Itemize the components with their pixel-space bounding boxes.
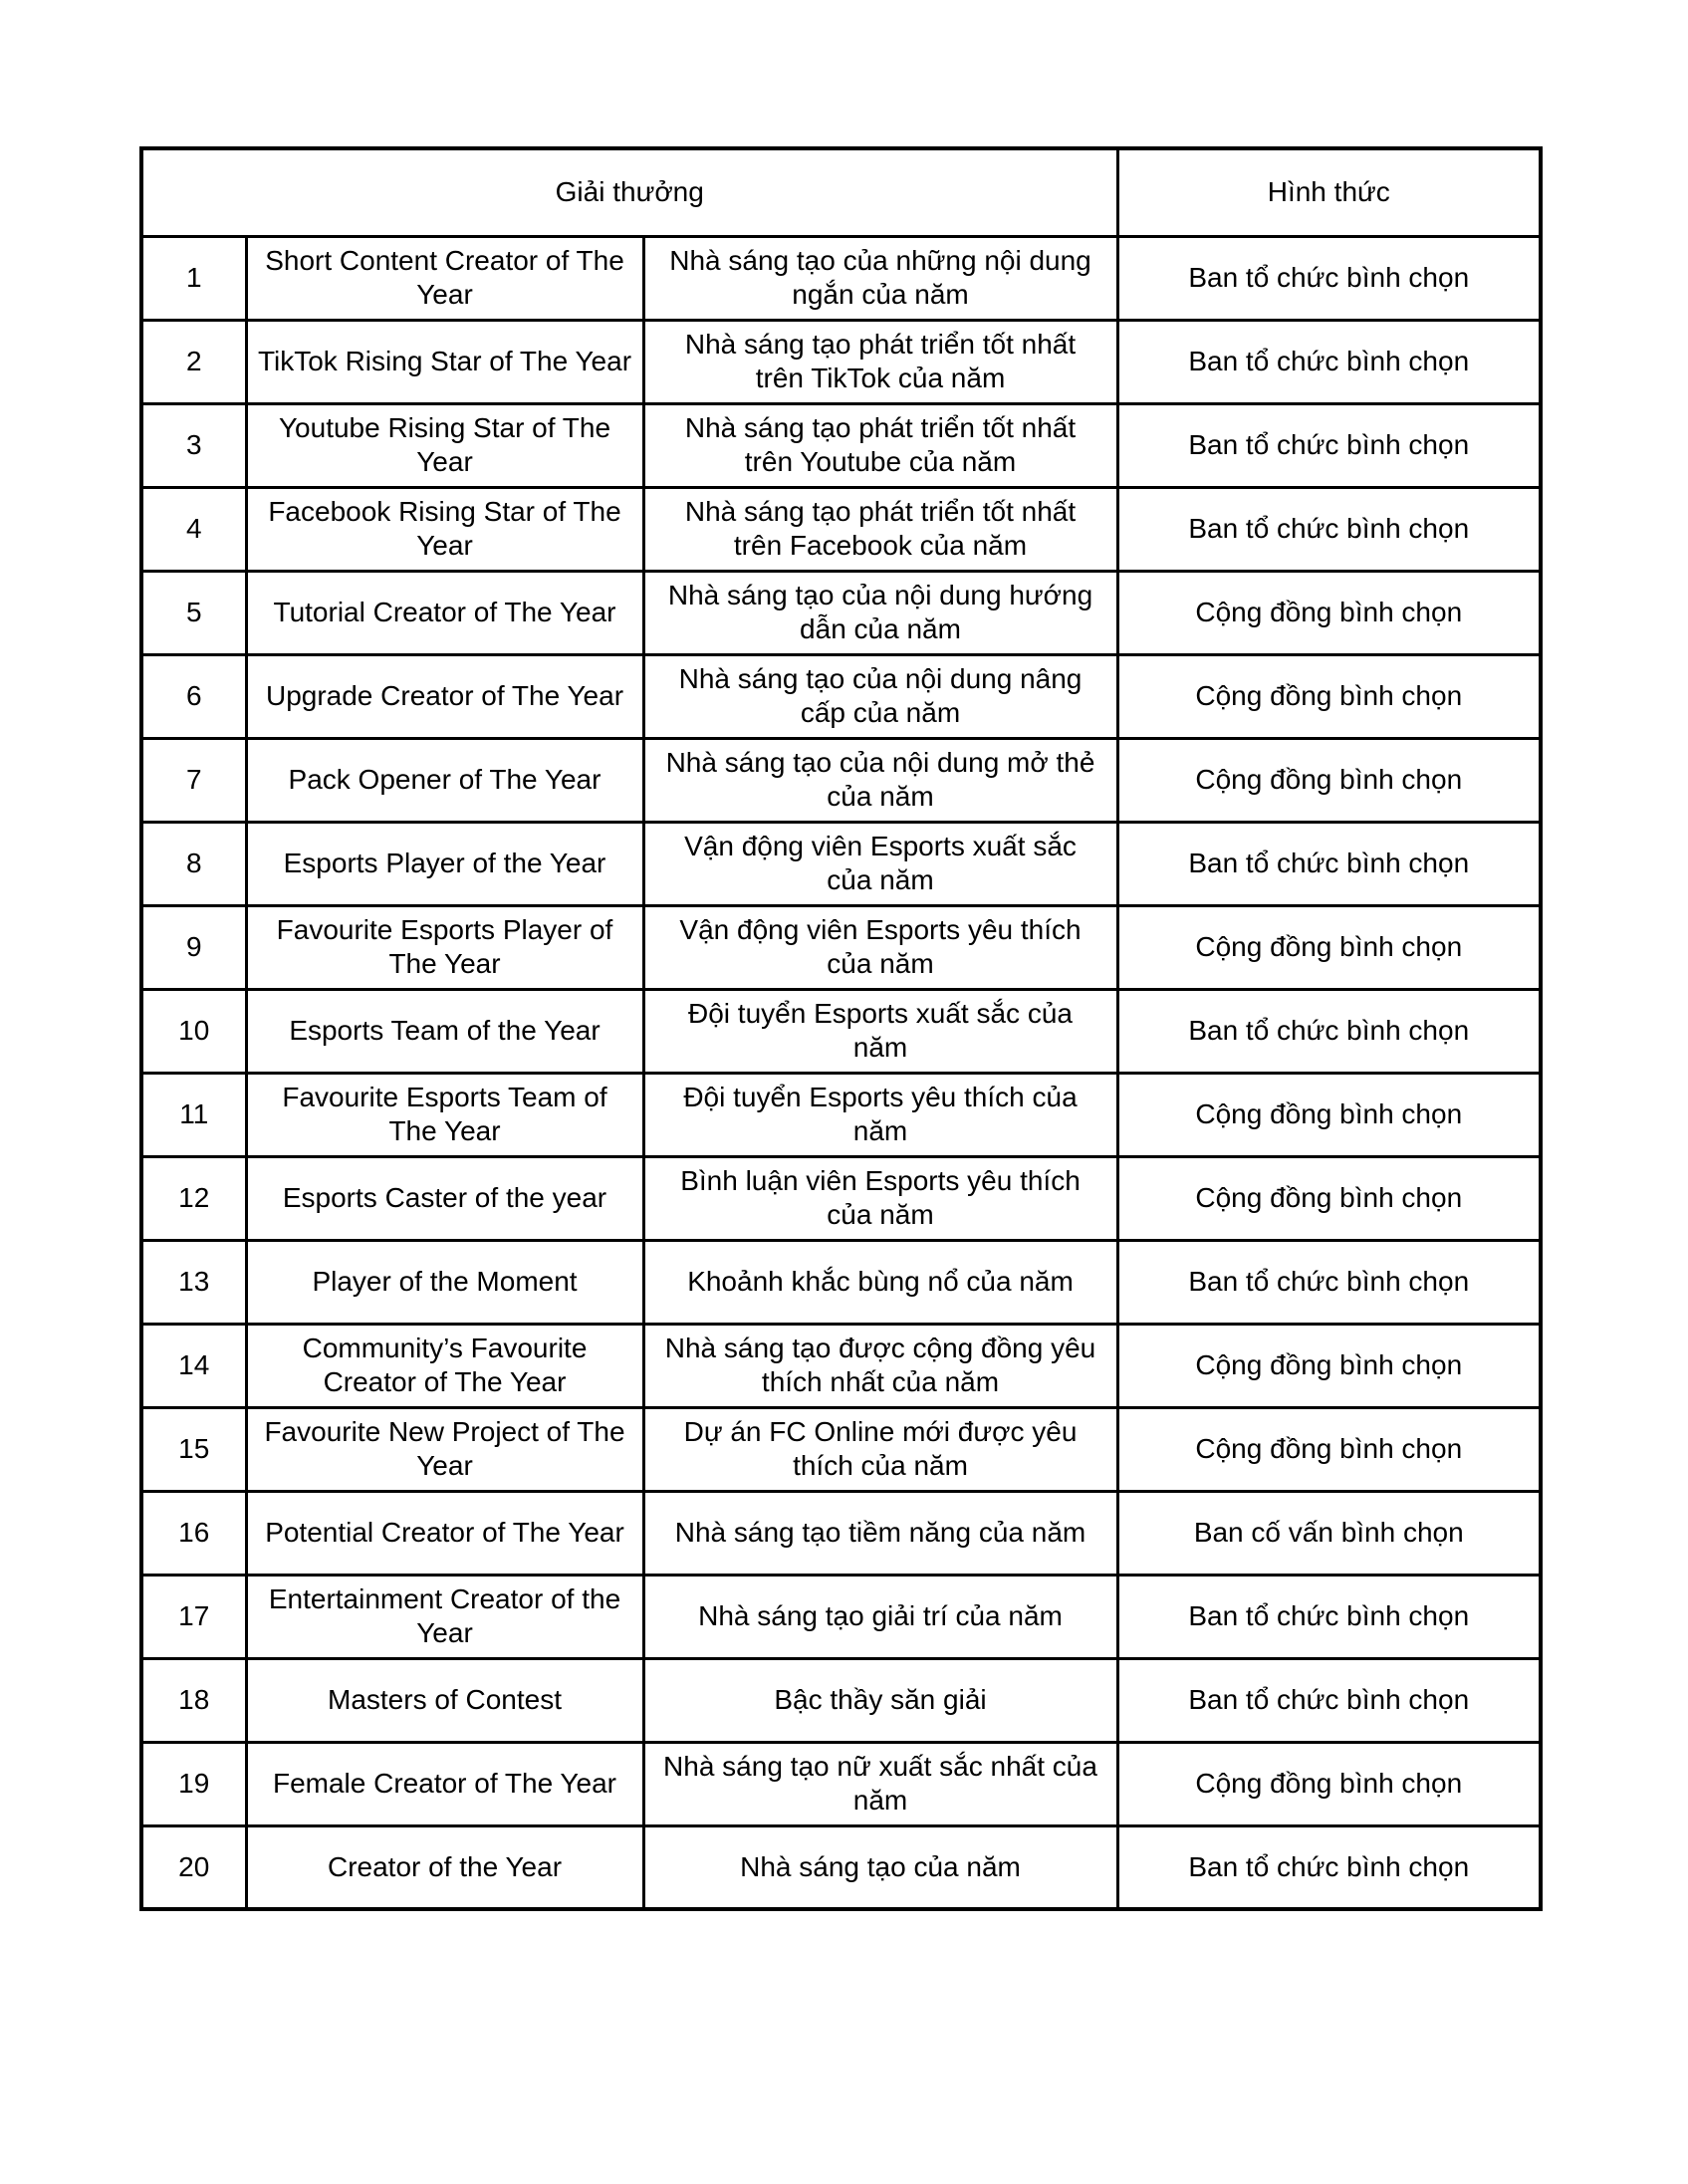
table-row bbox=[141, 403, 1541, 487]
voting-method: Ban tổ chức bình chọn bbox=[1117, 1575, 1541, 1658]
voting-method: Ban tổ chức bình chọn bbox=[1117, 487, 1541, 571]
voting-method: Cộng đồng bình chọn bbox=[1117, 1073, 1541, 1156]
table-row bbox=[141, 487, 1541, 571]
award-name-vi: Nhà sáng tạo được cộng đồng yêu thích nhất của năm bbox=[643, 1324, 1117, 1407]
award-number: 6 bbox=[141, 654, 246, 738]
award-number: 17 bbox=[141, 1575, 246, 1658]
award-name-en: Youtube Rising Star of The Year bbox=[246, 403, 643, 487]
award-name-en: Tutorial Creator of The Year bbox=[246, 571, 643, 654]
table-row bbox=[141, 654, 1541, 738]
award-number: 11 bbox=[141, 1073, 246, 1156]
table-row bbox=[141, 1324, 1541, 1407]
award-number: 5 bbox=[141, 571, 246, 654]
table-row bbox=[141, 1407, 1541, 1491]
award-name-en: Masters of Contest bbox=[246, 1658, 643, 1742]
award-number: 16 bbox=[141, 1491, 246, 1575]
voting-method: Cộng đồng bình chọn bbox=[1117, 1156, 1541, 1240]
award-name-en: TikTok Rising Star of The Year bbox=[246, 320, 643, 403]
table-row bbox=[141, 1575, 1541, 1658]
voting-method: Ban tổ chức bình chọn bbox=[1117, 403, 1541, 487]
award-name-en: Entertainment Creator of the Year bbox=[246, 1575, 643, 1658]
award-number: 9 bbox=[141, 905, 246, 989]
award-number: 10 bbox=[141, 989, 246, 1073]
award-name-en: Short Content Creator of The Year bbox=[246, 236, 643, 320]
table-row bbox=[141, 236, 1541, 320]
award-number: 2 bbox=[141, 320, 246, 403]
award-name-vi: Đội tuyển Esports yêu thích của năm bbox=[643, 1073, 1117, 1156]
table-row bbox=[141, 571, 1541, 654]
award-name-vi: Nhà sáng tạo nữ xuất sắc nhất của năm bbox=[643, 1742, 1117, 1825]
award-number: 15 bbox=[141, 1407, 246, 1491]
award-name-en: Pack Opener of The Year bbox=[246, 738, 643, 822]
awards-table-body bbox=[141, 236, 1541, 1909]
award-name-en: Favourite New Project of The Year bbox=[246, 1407, 643, 1491]
award-group-header: Giải thưởng bbox=[141, 148, 1117, 236]
award-number: 19 bbox=[141, 1742, 246, 1825]
award-name-en: Esports Player of the Year bbox=[246, 822, 643, 905]
award-name-vi: Nhà sáng tạo phát triển tốt nhất trên TikTok của năm bbox=[643, 320, 1117, 403]
voting-method: Ban tổ chức bình chọn bbox=[1117, 1825, 1541, 1909]
table-row bbox=[141, 1658, 1541, 1742]
award-name-vi: Nhà sáng tạo của những nội dung ngắn của năm bbox=[643, 236, 1117, 320]
award-name-vi: Nhà sáng tạo của nội dung mở thẻ của năm bbox=[643, 738, 1117, 822]
award-name-en: Favourite Esports Player of The Year bbox=[246, 905, 643, 989]
award-name-en: Upgrade Creator of The Year bbox=[246, 654, 643, 738]
award-name-vi: Khoảnh khắc bùng nổ của năm bbox=[643, 1240, 1117, 1324]
award-name-en: Potential Creator of The Year bbox=[246, 1491, 643, 1575]
award-number: 4 bbox=[141, 487, 246, 571]
award-number: 1 bbox=[141, 236, 246, 320]
award-name-en: Community’s Favourite Creator of The Year bbox=[246, 1324, 643, 1407]
table-row bbox=[141, 1073, 1541, 1156]
award-number: 18 bbox=[141, 1658, 246, 1742]
voting-method: Ban tổ chức bình chọn bbox=[1117, 320, 1541, 403]
award-name-vi: Nhà sáng tạo phát triển tốt nhất trên Facebook của năm bbox=[643, 487, 1117, 571]
award-name-vi: Nhà sáng tạo tiềm năng của năm bbox=[643, 1491, 1117, 1575]
method-header: Hình thức bbox=[1117, 148, 1541, 236]
award-name-vi: Bậc thầy săn giải bbox=[643, 1658, 1117, 1742]
voting-method: Cộng đồng bình chọn bbox=[1117, 571, 1541, 654]
table-row bbox=[141, 822, 1541, 905]
table-row bbox=[141, 1825, 1541, 1909]
table-row bbox=[141, 1742, 1541, 1825]
table-row bbox=[141, 1491, 1541, 1575]
voting-method: Cộng đồng bình chọn bbox=[1117, 738, 1541, 822]
voting-method: Cộng đồng bình chọn bbox=[1117, 1742, 1541, 1825]
award-name-en: Facebook Rising Star of The Year bbox=[246, 487, 643, 571]
awards-table bbox=[139, 146, 1543, 1911]
table-row bbox=[141, 320, 1541, 403]
award-name-vi: Vận động viên Esports xuất sắc của năm bbox=[643, 822, 1117, 905]
voting-method: Ban tổ chức bình chọn bbox=[1117, 822, 1541, 905]
table-row bbox=[141, 1240, 1541, 1324]
header-row bbox=[141, 148, 1541, 236]
voting-method: Cộng đồng bình chọn bbox=[1117, 1324, 1541, 1407]
voting-method: Ban cố vấn bình chọn bbox=[1117, 1491, 1541, 1575]
award-number: 8 bbox=[141, 822, 246, 905]
voting-method: Ban tổ chức bình chọn bbox=[1117, 989, 1541, 1073]
award-name-en: Female Creator of The Year bbox=[246, 1742, 643, 1825]
award-name-en: Esports Caster of the year bbox=[246, 1156, 643, 1240]
award-name-en: Favourite Esports Team of The Year bbox=[246, 1073, 643, 1156]
award-name-vi: Bình luận viên Esports yêu thích của năm bbox=[643, 1156, 1117, 1240]
award-name-vi: Nhà sáng tạo của nội dung hướng dẫn của năm bbox=[643, 571, 1117, 654]
voting-method: Ban tổ chức bình chọn bbox=[1117, 1658, 1541, 1742]
voting-method: Cộng đồng bình chọn bbox=[1117, 905, 1541, 989]
award-number: 13 bbox=[141, 1240, 246, 1324]
award-number: 14 bbox=[141, 1324, 246, 1407]
award-number: 20 bbox=[141, 1825, 246, 1909]
voting-method: Cộng đồng bình chọn bbox=[1117, 1407, 1541, 1491]
table-row bbox=[141, 1156, 1541, 1240]
voting-method: Cộng đồng bình chọn bbox=[1117, 654, 1541, 738]
award-name-vi: Nhà sáng tạo giải trí của năm bbox=[643, 1575, 1117, 1658]
award-name-vi: Nhà sáng tạo của nội dung nâng cấp của năm bbox=[643, 654, 1117, 738]
award-name-vi: Dự án FC Online mới được yêu thích của năm bbox=[643, 1407, 1117, 1491]
award-name-en: Esports Team of the Year bbox=[246, 989, 643, 1073]
award-name-vi: Nhà sáng tạo phát triển tốt nhất trên Youtube của năm bbox=[643, 403, 1117, 487]
award-number: 7 bbox=[141, 738, 246, 822]
table-row bbox=[141, 905, 1541, 989]
award-name-en: Player of the Moment bbox=[246, 1240, 643, 1324]
award-name-vi: Đội tuyển Esports xuất sắc của năm bbox=[643, 989, 1117, 1073]
award-name-en: Creator of the Year bbox=[246, 1825, 643, 1909]
table-row bbox=[141, 989, 1541, 1073]
award-number: 12 bbox=[141, 1156, 246, 1240]
voting-method: Ban tổ chức bình chọn bbox=[1117, 1240, 1541, 1324]
voting-method: Ban tổ chức bình chọn bbox=[1117, 236, 1541, 320]
award-name-vi: Vận động viên Esports yêu thích của năm bbox=[643, 905, 1117, 989]
award-number: 3 bbox=[141, 403, 246, 487]
table-row bbox=[141, 738, 1541, 822]
award-name-vi: Nhà sáng tạo của năm bbox=[643, 1825, 1117, 1909]
